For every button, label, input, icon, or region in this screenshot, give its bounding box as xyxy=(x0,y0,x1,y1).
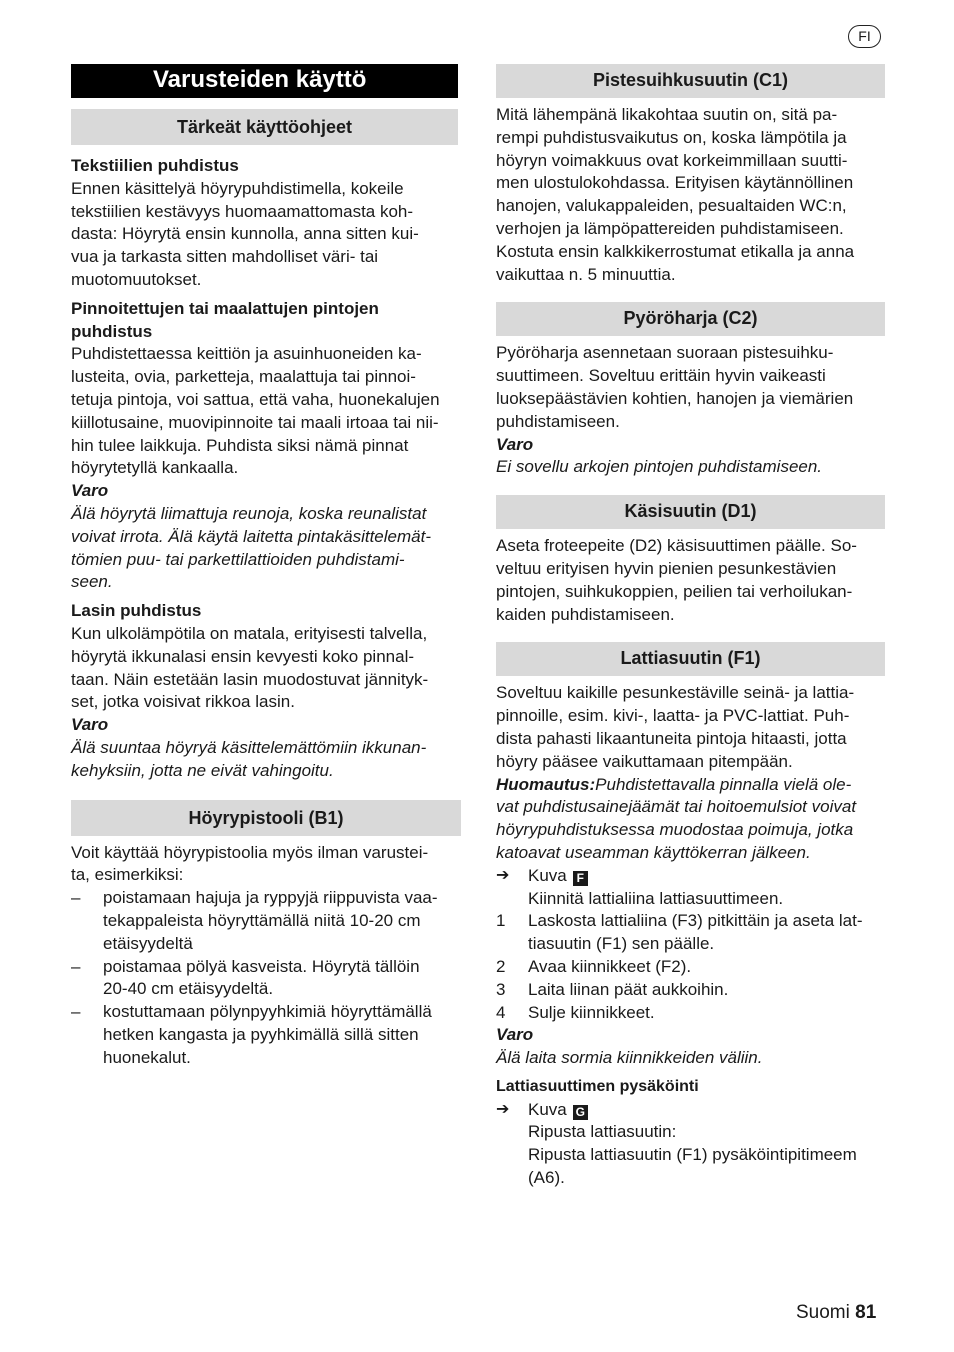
section-heading-f1: Lattiasuutin (F1) xyxy=(496,642,885,676)
section-heading-important: Tärkeät käyttöohjeet xyxy=(71,109,458,145)
list-item xyxy=(71,887,458,955)
text-line: rempi puhdistusvaikutus on, koska lämpötila ja xyxy=(496,127,847,147)
figure-word: Kuva xyxy=(528,865,567,885)
text-line: kehyksiin, jotta ne eivät vahingoitu. xyxy=(71,760,334,780)
text-line: Älä suuntaa höyryä käsittelemättömiin ikkunan- xyxy=(71,737,427,757)
arrow-right-icon: ➔ xyxy=(496,866,510,884)
section-heading-steam-gun: Höyrypistooli (B1) xyxy=(71,800,461,836)
section-heading-c2: Pyöröharja (C2) xyxy=(496,302,885,336)
text-line: dasta: Höyrytä ensin kunnolla, anna sitten kui- xyxy=(71,224,419,244)
bullet-dash: – xyxy=(71,888,81,908)
paragraph-f1 xyxy=(496,682,885,773)
text-line: set, jotka voisivat rikkoa lasin. xyxy=(71,692,295,712)
language-badge: FI xyxy=(848,25,881,48)
figure-caption-f xyxy=(496,888,885,911)
bullet-dash: – xyxy=(71,956,81,976)
paragraph-coated xyxy=(71,343,458,480)
text-line: etäisyydeltä xyxy=(103,933,193,953)
note-text: Puhdistettavalla pinnalla vielä ole- xyxy=(595,774,852,794)
caution-f1: Älä laita sormia kiinnikkeiden väliin. xyxy=(496,1048,763,1068)
text-line: Kiinnitä lattialiina lattiasuuttimeen. xyxy=(528,888,784,908)
text-line: Ripusta lattiasuutin: xyxy=(528,1122,677,1142)
text-line: luoksepäästävien kohtien, hanojen ja viemärien xyxy=(496,388,854,408)
text-line: vaikuttaa n. 5 minuuttia. xyxy=(496,264,676,284)
text-line: seen. xyxy=(71,572,113,592)
text-line: vat puhdistusainejäämät tai hoitoemulsiot voivat xyxy=(496,797,857,817)
text-line: lusteita, ovia, parketteja, maalattuja tai pinnoi- xyxy=(71,367,416,387)
subheading-coated xyxy=(71,298,458,344)
steps-list xyxy=(496,910,885,1024)
list-item xyxy=(496,956,885,979)
caution-label: Varo xyxy=(496,1025,534,1045)
step-number: 3 xyxy=(496,979,506,999)
text-line: (A6). xyxy=(528,1168,565,1188)
text-line: Kun ulkolämpötila on matala, erityisesti talvella, xyxy=(71,623,428,643)
text-line: höyrypuhdistuksessa muodostaa poimuja, jotka xyxy=(496,820,854,840)
text-line: höyryn voimakkuus ovat korkeimmillaan suutti- xyxy=(496,150,848,170)
steam-gun-list xyxy=(71,887,458,1069)
list-item xyxy=(71,1001,458,1069)
step-number: 1 xyxy=(496,911,506,931)
text-line: ta, esimerkiksi: xyxy=(71,865,184,885)
paragraph-textiles xyxy=(71,178,458,292)
bullet-dash: – xyxy=(71,1002,81,1022)
text-line: Pinnoitettujen tai maalattujen pintojen xyxy=(71,298,379,318)
step-number: 2 xyxy=(496,956,506,976)
subheading-glass: Lasin puhdistus xyxy=(71,601,202,621)
text-line: Älä höyrytä liimattuja reunoja, koska reunalistat xyxy=(71,503,427,523)
arrow-right-icon: ➔ xyxy=(496,1100,510,1118)
figure-reference-f xyxy=(496,865,885,888)
text-line: Laita liinan päät aukkoihin. xyxy=(528,979,729,999)
list-item xyxy=(496,910,885,956)
text-line: Laskosta lattialiina (F3) pitkittäin ja aseta lat- xyxy=(528,911,863,931)
right-column xyxy=(496,64,885,1190)
parking-instructions xyxy=(496,1121,885,1189)
caution-glass xyxy=(71,737,458,783)
figure-label xyxy=(528,1099,588,1122)
text-line: Puhdistettaessa keittiön ja asuinhuoneiden ka- xyxy=(71,344,422,364)
text-line: poistamaan hajuja ja ryppyjä riippuvista vaa- xyxy=(103,888,438,908)
text-line: vua ja tarkasta sitten mahdolliset väri- tai xyxy=(71,247,379,267)
text-line: höyrytä ikkunalasi ensin kevyesti koko pinnal- xyxy=(71,646,415,666)
text-line: Sulje kiinnikkeet. xyxy=(528,1002,655,1022)
list-item xyxy=(496,1002,885,1025)
paragraph-d1 xyxy=(496,535,885,626)
text-line: kostuttamaan pölynpyyhkimiä höyryttämällä xyxy=(103,1002,432,1022)
text-line: tiasuutin (F1) sen päälle. xyxy=(528,934,715,954)
text-line: pintojen, suihkukoppien, peilien tai verhoilukan- xyxy=(496,581,853,601)
step-number: 4 xyxy=(496,1002,506,1022)
text-line: dista pahasti likaantuneita pintoja hitaasti, jotta xyxy=(496,728,847,748)
note-f1 xyxy=(496,774,885,865)
text-line: huonekalut. xyxy=(103,1047,191,1067)
subheading-textiles: Tekstiilien puhdistus xyxy=(71,156,239,175)
text-line: Mitä lähempänä likakohtaa suutin on, sitä pa- xyxy=(496,105,838,124)
text-line: kaiden puhdistamiseen. xyxy=(496,604,675,624)
footer-language: Suomi xyxy=(796,1302,850,1323)
text-line: men ulostulokohdassa. Erityisen käytännöllinen xyxy=(496,173,854,193)
text-line: veltuu erityisen hyvin pienien pesunkestävien xyxy=(496,558,837,578)
text-line: Voit käyttää höyrypistoolia myös ilman varustei- xyxy=(71,842,429,862)
text-line: katoavat useamman käyttökerran jälkeen. xyxy=(496,842,811,862)
figure-letter-badge: G xyxy=(573,1105,588,1120)
note-label: Huomautus: xyxy=(496,774,596,794)
text-line: kiillotusaine, muovipinnoite tai maali irtoaa tai nii- xyxy=(71,412,439,432)
text-line: puhdistus xyxy=(71,321,153,341)
section-heading-c1: Pistesuihkusuutin (C1) xyxy=(496,64,885,98)
paragraph-glass xyxy=(71,623,458,714)
text-line: taan. Näin estetään lasin muodostuvat jännityk- xyxy=(71,669,429,689)
list-item xyxy=(496,979,885,1002)
text-line: Ennen käsittelyä höyrypuhdistimella, kokeile xyxy=(71,178,404,198)
caution-label: Varo xyxy=(71,715,109,735)
page-footer xyxy=(796,1301,876,1325)
list-item xyxy=(71,956,458,1002)
caution-label: Varo xyxy=(71,481,109,501)
page-number: 81 xyxy=(855,1302,877,1323)
section-heading-d1: Käsisuutin (D1) xyxy=(496,495,885,529)
text-line: Avaa kiinnikkeet (F2). xyxy=(528,956,692,976)
text-line: pinnoille, esim. kivi-, laatta- ja PVC-lattiat. Puh- xyxy=(496,706,850,726)
text-line: hin tulee laikkuja. Puhdista siksi nämä pinnat xyxy=(71,435,409,455)
text-line: höyry pääsee vaikuttamaan pitempään. xyxy=(496,751,793,771)
text-line: Ripusta lattiasuutin (F1) pysäköintipitimeem xyxy=(528,1145,857,1165)
paragraph-c1 xyxy=(496,104,885,286)
figure-label xyxy=(528,865,588,888)
paragraph-steam-gun xyxy=(71,842,458,888)
text-line: Pyöröharja asennetaan suoraan pistesuihku- xyxy=(496,343,834,363)
page-title: Varusteiden käyttö xyxy=(71,64,458,98)
text-line: tekstiilien kestävyys huomaamattomasta koh- xyxy=(71,201,414,221)
text-line: puhdistamiseen. xyxy=(496,411,620,431)
caution-c2: Ei sovellu arkojen pintojen puhdistamiseen. xyxy=(496,457,823,477)
left-column xyxy=(71,64,458,1069)
text-line: Kostuta ensin kalkkikerrostumat etikalla ja anna xyxy=(496,241,855,261)
text-line: höyrytetyllä kankaalla. xyxy=(71,458,239,478)
text-line: tekappaleista höyryttämällä niitä 10-20 cm xyxy=(103,910,421,930)
figure-reference-g xyxy=(496,1099,885,1122)
text-line xyxy=(496,774,885,797)
caution-label: Varo xyxy=(496,434,534,454)
text-line: hetken kangasta ja pyyhkimällä sillä sitten xyxy=(103,1024,419,1044)
figure-letter-badge: F xyxy=(573,871,588,886)
text-line: voivat irrota. Älä käytä laitetta pintakäsittelemät- xyxy=(71,526,431,546)
text-line: hanojen, valukappaleiden, pesualtaiden WC:n, xyxy=(496,196,847,216)
text-line: poistamaa pölyä kasveista. Höyrytä tällöin xyxy=(103,956,420,976)
text-line: tömien puu- tai parkettilattioiden puhdistami- xyxy=(71,549,405,569)
text-line: 20-40 cm etäisyydeltä. xyxy=(103,979,274,999)
text-line: muotomuutokset. xyxy=(71,269,202,289)
paragraph-c2 xyxy=(496,342,885,433)
figure-word: Kuva xyxy=(528,1099,567,1119)
text-line: Aseta froteepeite (D2) käsisuuttimen päälle. So- xyxy=(496,536,857,556)
subheading-parking: Lattiasuuttimen pysäköinti xyxy=(496,1077,699,1095)
caution-coated xyxy=(71,503,458,594)
text-line: Soveltuu kaikille pesunkestäville seinä- ja lattia- xyxy=(496,683,855,703)
text-line: suuttimeen. Soveltuu erittäin hyvin vaikeasti xyxy=(496,366,826,386)
text-line: verhojen ja lämpöpattereiden puhdistamiseen. xyxy=(496,218,844,238)
text-line: tetuja pintoja, voi sattua, että vaha, huonekalujen xyxy=(71,389,440,409)
